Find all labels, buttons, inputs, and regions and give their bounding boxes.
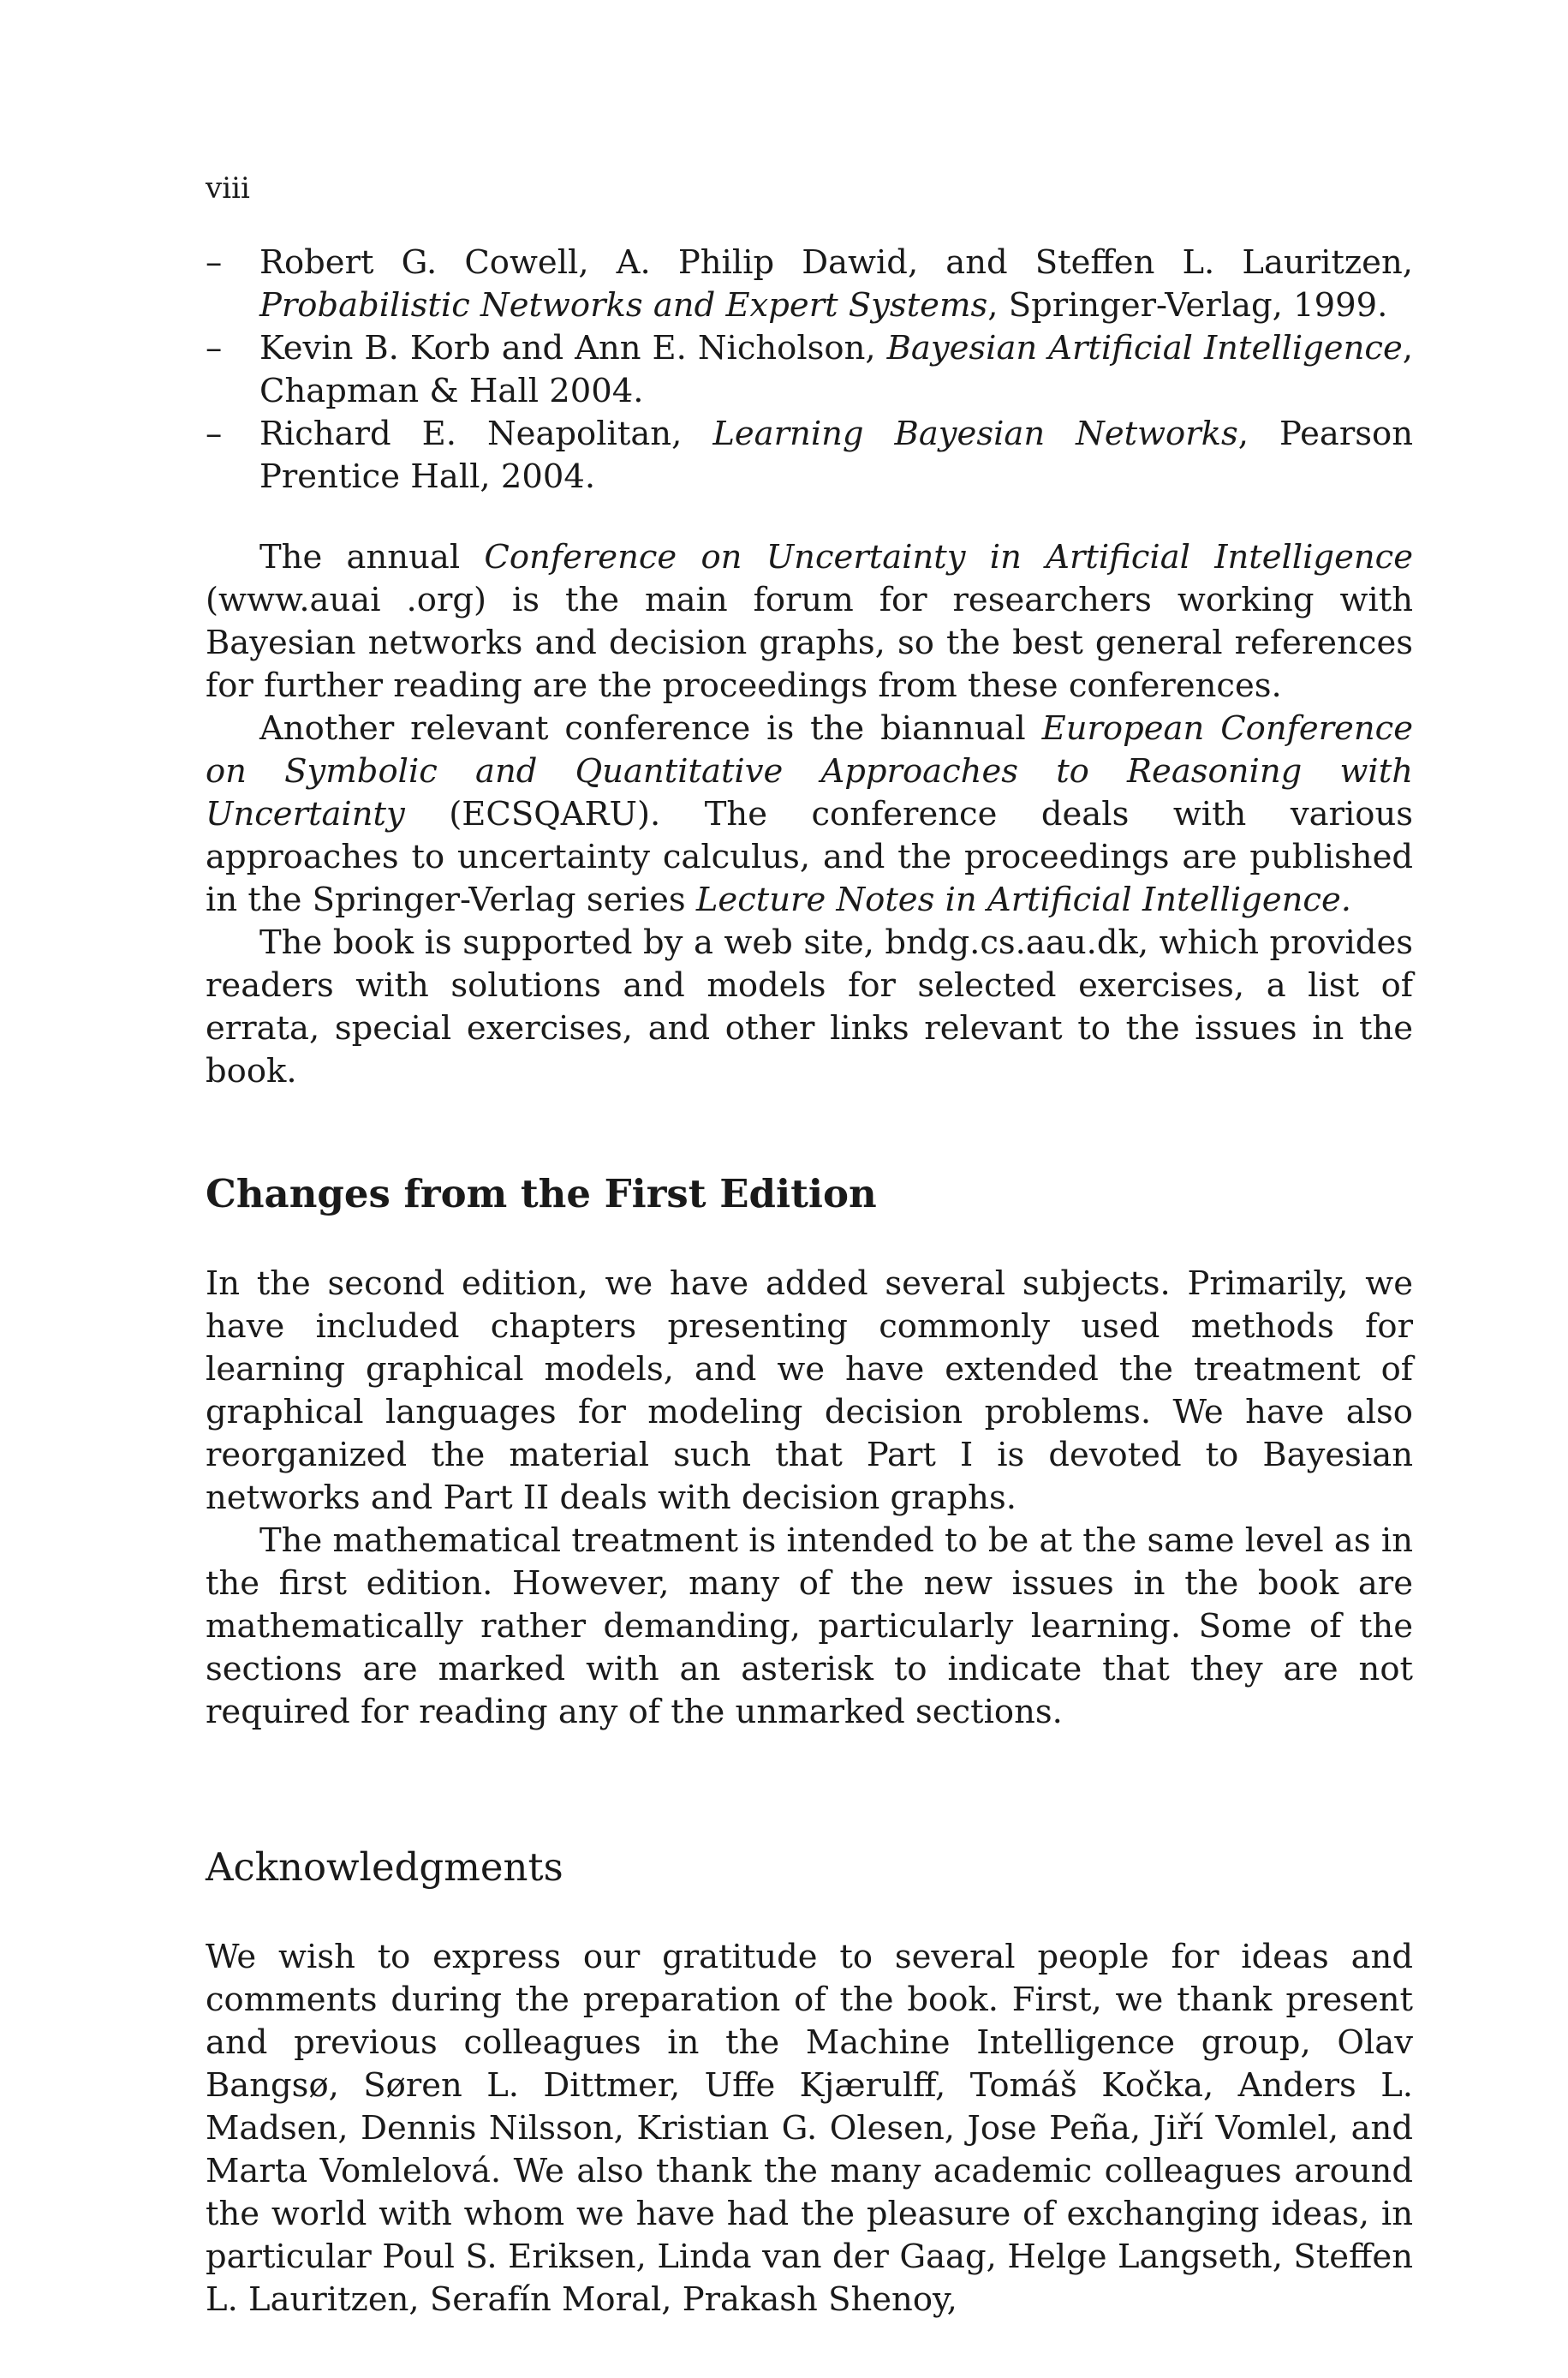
text-run: (ECSQARU). The conference deals with various approaches to uncertainty calculus, and the proceedings are published in the Springer-Verlag series [206, 795, 1413, 919]
section-heading-acknowledgments: Acknowledgments [206, 1844, 563, 1890]
paragraph-acknowledgments-1: We wish to express our gratitude to several people for ideas and comments during the preparation of the book. First, we thank present and previous colleagues in the Machine Intelligence group, Olav Bangsø, Søren L. Dittmer, Uffe Kjærulff, Tomáš Kočka, Anders L. Madsen, Dennis Nilsson, Kristian G. Olesen, Jose Peña, Jiří Vomlel, and Marta Vomlelová. We also thank the many academic colleagues around the world with whom we have had the pleasure of exchanging ideas, in particular Poul S. Eriksen, Linda van der Gaag, Helge Langseth, Steffen L. Lauritzen, Serafín Moral, Prakash Shenoy, [206, 1938, 1413, 2319]
paragraph-changes-1: In the second edition, we have added several subjects. Primarily, we have included chapters presenting commonly used methods for learning graphical models, and we have extended the treatment of graphical languages for modeling decision problems. We have also reorganized the material such that Part I is devoted to Bayesian networks and Part II deals with decision graphs. [206, 1264, 1413, 1517]
reference-authors: Richard E. Neapolitan, [259, 415, 713, 453]
page-number: viii [206, 171, 250, 206]
conference-name: European Conference on Symbolic and Quantitative Approaches to Reasoning with Uncertainty [206, 709, 1413, 833]
page-content [206, 242, 1413, 2321]
text-run: The annual [259, 538, 485, 577]
paragraph-uai [206, 536, 1413, 708]
conference-name: Conference on Uncertainty in Artificial Intelligence [484, 538, 1414, 577]
paragraph-ecsqaru [206, 708, 1413, 922]
text-run: (www.auai .org) is the main forum for researchers working with Bayesian networks and decision graphs, so the best general references for further reading are the proceedings from these conferences. [206, 581, 1413, 705]
paragraph-changes-2: The mathematical treatment is intended to be at the same level as in the first edition. However, many of the new issues in the book are mathematically rather demanding, particularly learning. Some of the sections are marked with an asterisk to indicate that they are not required for reading any of the unmarked sections. [206, 1521, 1413, 1731]
reference-publisher: , Chapman & Hall 2004. [259, 329, 1413, 410]
reference-item [206, 413, 1413, 499]
reference-title: Probabilistic Networks and Expert Systems [259, 286, 988, 325]
reference-publisher: , Pearson Prentice Hall, 2004. [259, 415, 1413, 496]
reference-title: Bayesian Artificial Intelligence [886, 329, 1403, 367]
paragraph-website: The book is supported by a web site, bndg.cs.aau.dk, which provides readers with solutions and models for selected exercises, a list of errata, special exercises, and other links relevant to the issues in the book. [206, 923, 1413, 1090]
reference-authors: Kevin B. Korb and Ann E. Nicholson, [259, 329, 887, 367]
reference-item [206, 242, 1413, 327]
series-name: Lecture Notes in Artificial Intelligence. [695, 881, 1351, 919]
text-run: Another relevant conference is the biannual [259, 709, 1042, 748]
reference-item [206, 327, 1413, 413]
reference-title: Learning Bayesian Networks [712, 415, 1238, 453]
reference-list [206, 242, 1413, 499]
reference-publisher: , Springer-Verlag, 1999. [987, 286, 1388, 325]
reference-authors: Robert G. Cowell, A. Philip Dawid, and Steffen L. Lauritzen, [259, 243, 1413, 282]
section-heading-changes: Changes from the First Edition [206, 1171, 877, 1216]
